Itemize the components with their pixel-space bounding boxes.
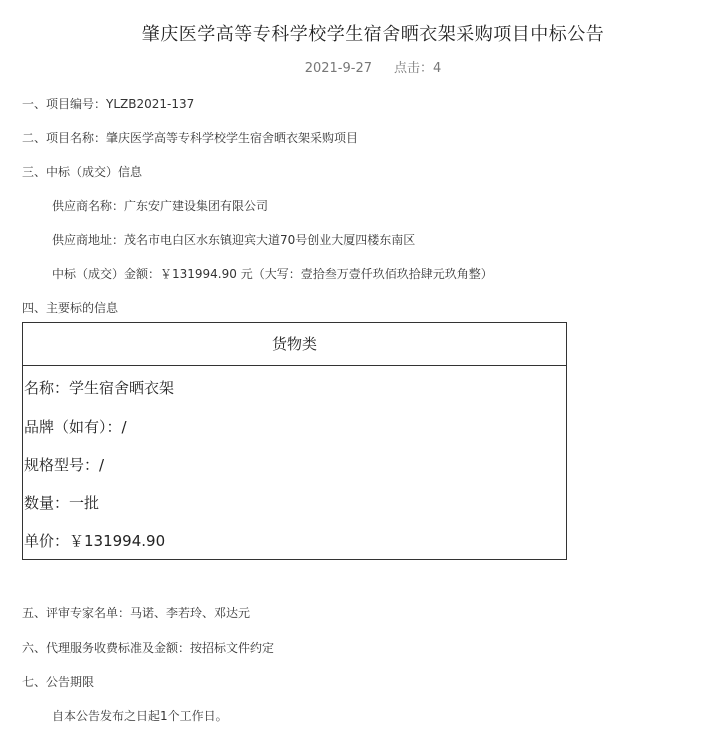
project-name: 二、项目名称：肇庆医学高等专科学校学生宿舍晒衣架采购项目 [22,131,359,145]
winner-heading: 三、中标（成交）信息 [22,165,143,179]
goods-quantity: 数量：一批 [24,494,100,512]
expert-list: 五、评审专家名单：马诺、李若玲、邓达元 [22,606,251,620]
notice-period-text: 自本公告发布之日起1个工作日。 [52,709,228,723]
goods-model: 规格型号：/ [24,456,105,474]
supplier-name: 供应商名称：广东安广建设集团有限公司 [52,199,269,213]
goods-name: 名称：学生宿舍晒衣架 [24,379,175,397]
goods-table-header: 货物类 [23,323,566,366]
goods-unit-price: 单价：￥131994.90 [24,532,166,550]
publish-date: 2021-9-27 [304,61,372,76]
page-title: 肇庆医学高等专科学校学生宿舍晒衣架采购项目中标公告 [141,24,605,45]
article-meta [0,57,726,76]
main-subject-heading: 四、主要标的信息 [22,301,119,315]
agency-fee: 六、代理服务收费标准及金额：按招标文件约定 [22,641,275,655]
goods-brand: 品牌（如有）：/ [24,418,127,436]
notice-period-heading: 七、公告期限 [22,675,95,689]
project-number: 一、项目编号：YLZB2021-137 [22,97,195,111]
supplier-address: 供应商地址：茂名市电白区水东镇迎宾大道70号创业大厦四楼东南区 [52,233,416,247]
bid-amount: 中标（成交）金额：￥131994.90 元（大写：壹拾叁万壹仟玖佰玖拾肆元玖角整） [52,267,493,281]
goods-table [22,322,567,560]
view-count: 点击：4 [394,61,442,76]
